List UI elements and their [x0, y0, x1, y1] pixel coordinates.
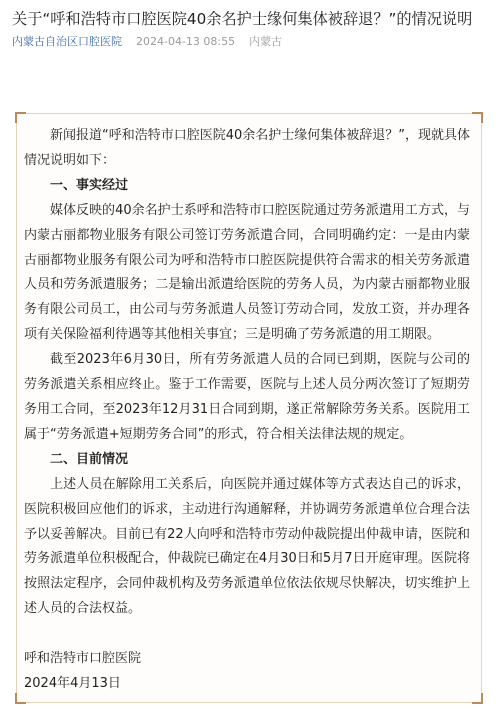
spacer — [24, 622, 470, 647]
section-heading-facts: 一、事实经过 — [50, 177, 129, 193]
frame-corner-ornament — [15, 112, 26, 123]
current-paragraph: 上述人员在解除用工关系后，向医院并通过媒体等方式表达自己的诉求，医院积极回应他们的诉求，主动进行沟通解释，并协调劳务派遣单位合理合法予以妥善解决。目前已有22人向呼和浩特市劳动仲裁院提出仲裁申请，医院和劳务派遣单位积极配合，仲裁院已确定在4月30日和5月7日开庭审理。医院将按照法定程序，会同仲裁机构及劳务派遣单位依法依规尽快解决，切实维护上述人员的合法权益。 — [24, 476, 470, 617]
signature-date: 2024年4月13日 — [24, 675, 121, 691]
section-heading-current: 二、目前情况 — [50, 451, 129, 467]
notice-body — [24, 124, 470, 697]
facts-paragraph-2: 截至2023年6月30日，所有劳务派遣人员的合同已到期，医院与公司的劳务派遣关系相应终止。鉴于工作需要，医院与上述人员分两次签订了短期劳务用工合同，至2023年12月31日合同到期，遂正常解除劳务关系。医院用工属于“劳务派遣+短期劳务合同”的形式，符合相关法律法规的规定。 — [24, 352, 470, 442]
frame-corner-ornament — [472, 693, 483, 704]
signature-org: 呼和浩特市口腔医院 — [24, 651, 142, 667]
frame-corner-ornament — [472, 112, 483, 123]
article-headline: 关于“呼和浩特市口腔医院40余名护士缘何集体被辞退？”的情况说明 — [12, 10, 473, 28]
source-link[interactable]: 内蒙古自治区口腔医院 — [12, 35, 122, 48]
publish-time: 2024-04-13 08:55 — [136, 35, 236, 48]
publish-location: 内蒙古 — [249, 35, 283, 48]
intro-paragraph: 新闻报道“呼和浩特市口腔医院40余名护士缘何集体被辞退？”，现就具体情况说明如下： — [24, 128, 471, 168]
facts-paragraph-1: 媒体反映的40余名护士系呼和浩特市口腔医院通过劳务派遣用工方式，与内蒙古丽都物业服务有限公司签订劳务派遣合同，合同明确约定：一是由内蒙古丽都物业服务有限公司为呼和浩特市口腔医院提供符合需求的相关劳务派遣人员和劳务派遣服务；二是输出派遣给医院的劳务人员，为内蒙古丽都物业服务有限公司员工，由公司与劳务派遣人员签订劳动合同，发放工资，并办理各项有关保险福利待遇等其他相关事宜；三是明确了劳务派遣的用工期限。 — [24, 202, 470, 343]
article-meta — [0, 30, 500, 53]
